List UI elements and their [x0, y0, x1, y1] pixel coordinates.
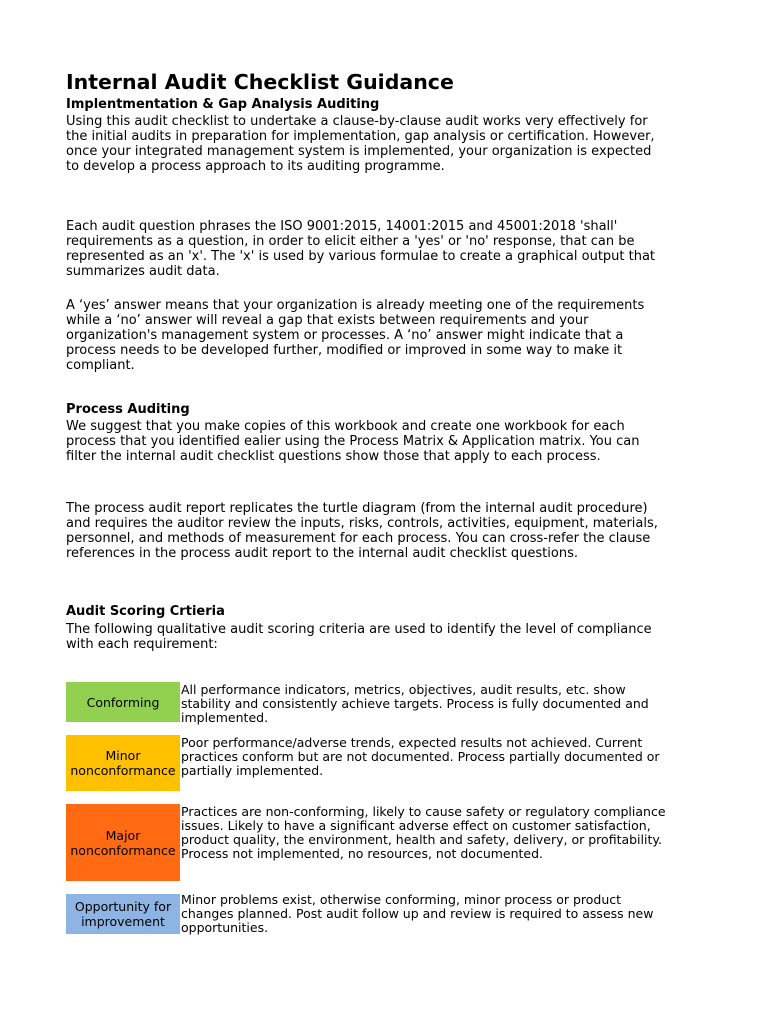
- criterion-major-nonconformance-label-box: [66, 804, 180, 881]
- criterion-conforming-label: Conforming: [86, 694, 160, 710]
- section-heading-process-auditing: Process Auditing: [66, 402, 190, 417]
- criterion-conforming-description: All performance indicators, metrics, objectives, audit results, etc. show stability and consistently achieve targets. Process is fully documented and implemented.: [181, 682, 649, 725]
- process-auditing-paragraph-2: The process audit report replicates the turtle diagram (from the internal audit procedure) and requires the auditor review the inputs, risks, controls, activities, equipment, materials, personnel, and methods of measurement for each process. You can cross-refer the clause references in the process audit report to the internal audit checklist questions.: [66, 501, 658, 561]
- criterion-conforming-label-box: [66, 682, 180, 722]
- criterion-minor-nonconformance-label: Minor nonconformance: [70, 748, 176, 778]
- process-auditing-paragraph-1: We suggest that you make copies of this workbook and create one workbook for each process that you identified ealier using the Process Matrix & Application matrix. You can filter the internal audit checklist questions show those that apply to each process.: [66, 419, 640, 464]
- scoring-criteria-intro: The following qualitative audit scoring criteria are used to identify the level of compliance with each requirement:: [66, 622, 652, 652]
- section-heading-gap-analysis: Implentmentation & Gap Analysis Auditing: [66, 97, 380, 112]
- criterion-opportunity-label-box: [66, 894, 180, 934]
- criterion-opportunity-label: Opportunity for improvement: [74, 899, 172, 929]
- criterion-minor-nonconformance-description: Poor performance/adverse trends, expected results not achieved. Current practices conform but are not documented. Process partially documented or partially implemented.: [181, 735, 660, 778]
- criterion-major-nonconformance-label: Major nonconformance: [70, 827, 176, 858]
- section-heading-scoring-criteria: Audit Scoring Crtieria: [66, 604, 225, 619]
- gap-analysis-paragraph-2: Each audit question phrases the ISO 9001:2015, 14001:2015 and 45001:2018 'shall' requirements as a question, in order to elicit either a 'yes' or 'no' response, that can be represented as an 'x'. The 'x' is used by various formulae to create a graphical output that summarizes audit data.: [66, 219, 656, 279]
- page-title: Internal Audit Checklist Guidance: [66, 70, 454, 94]
- criterion-opportunity-description: Minor problems exist, otherwise conforming, minor process or product changes planned. Post audit follow up and review is required to assess new opportunities.: [181, 892, 654, 935]
- gap-analysis-paragraph-3: A ‘yes’ answer means that your organization is already meeting one of the requirements while a ‘no’ answer will reveal a gap that exists between requirements and your organization's management system or processes. A ‘no’ answer might indicate that a process needs to be developed further, modified or improved in some way to make it compliant.: [66, 298, 645, 373]
- gap-analysis-paragraph-1: Using this audit checklist to undertake a clause-by-clause audit works very effectively for the initial audits in preparation for implementation, gap analysis or certification. However, once your integrated management system is implemented, your organization is expected to develop a process approach to its auditing programme.: [66, 114, 655, 174]
- criterion-minor-nonconformance-label-box: [66, 735, 180, 791]
- criterion-major-nonconformance-description: Practices are non-conforming, likely to cause safety or regulatory compliance issues. Likely to have a significant adverse effect on customer satisfaction, product quality, the environment, health and safety, delivery, or profitability. Process not implemented, no resources, not documented.: [181, 804, 666, 861]
